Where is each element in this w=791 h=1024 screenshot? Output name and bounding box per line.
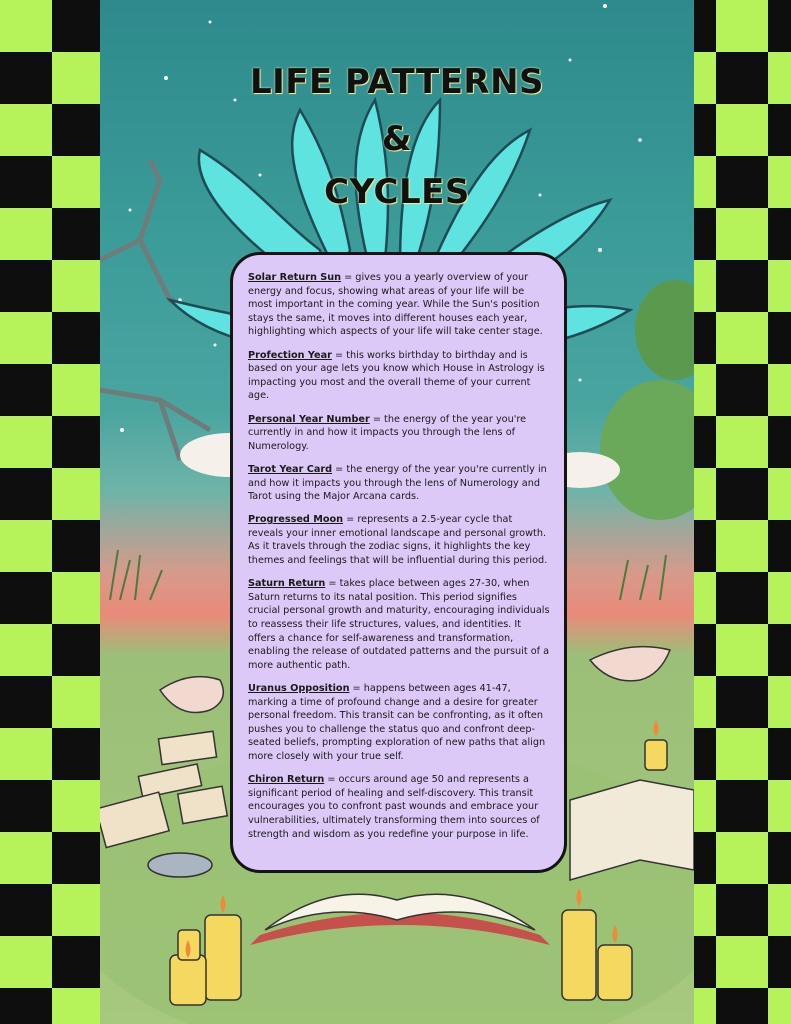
term-description: = occurs around age 50 and represents a significant period of healing and self-discovery. This transit encourages you to confront past wounds and embrace your vulnerabilities, ultimately transforming them into sources of strength and wisdom as you redefine your purpose in life.: [248, 774, 540, 840]
checker-border-right: [694, 0, 791, 1024]
page-title-ampersand: &: [381, 119, 413, 159]
checker-border-left: [0, 0, 100, 1024]
term-description: = takes place between ages 27-30, when Saturn returns to its natal position. This period signifies crucial personal growth and maturity, encouraging individuals to reassess their life structures, values, and identities. It offers a chance for self-awareness and transformation, enabling the release of outdated patterns and the pursuit of a more authentic path.: [248, 578, 550, 671]
term-label: Chiron Return: [248, 774, 325, 786]
hand-right: [590, 647, 670, 681]
term-description: = the energy of the year you're currently in and how it impacts you through the lens of Numerology.: [248, 413, 527, 452]
content-card: [230, 252, 567, 873]
term-label: Tarot Year Card: [248, 463, 333, 475]
term-description: = represents a 2.5-year cycle that reveals your inner emotional landscape and personal growth. As it travels through the zodiac signs, it highlights the key themes and feelings that will be influential during this period.: [248, 514, 548, 567]
hand-left: [160, 677, 223, 713]
entry-chiron-return: [248, 773, 550, 841]
term-label: Progressed Moon: [248, 514, 344, 526]
entry-progressed-moon: [248, 513, 550, 567]
page-title-line1: LIFE PATTERNS: [249, 62, 545, 102]
page-title-line2: CYCLES: [324, 172, 470, 212]
entry-solar-return-sun: [248, 271, 550, 339]
bush-right: [600, 380, 694, 520]
entry-saturn-return: [248, 577, 550, 672]
entry-uranus-opposition: [248, 682, 550, 764]
incense-bowl: [148, 853, 212, 877]
term-label: Saturn Return: [248, 578, 326, 590]
term-label: Personal Year Number: [248, 413, 370, 425]
term-description: = happens between ages 41-47, marking a time of profound change and a desire for greater personal freedom. This transit can be confronting, as it often pushes you to challenge the status quo and confront deep-seated beliefs, prompting exploration of new paths that align more closely with your true self.: [248, 683, 546, 762]
term-label: Solar Return Sun: [248, 272, 342, 283]
entry-personal-year-number: [248, 413, 550, 454]
term-description: = this works birthday to birthday and is based on your age lets you know which House in Astrology is impacting you most and the overall theme of your current age.: [248, 349, 545, 402]
term-description: = the energy of the year you're currently in and how it impacts you through the lens of Numerology and Tarot using the Major Arcana cards.: [248, 463, 547, 503]
term-description: = gives you a yearly overview of your energy and focus, showing what areas of your life will be most important in the coming year. While the Sun's position stays the same, it moves into different houses each year, highlighting which aspects of your life will take center stage.: [248, 272, 543, 338]
term-label: Profection Year: [248, 349, 332, 361]
entry-tarot-year-card: [248, 463, 550, 504]
term-label: Uranus Opposition: [248, 683, 350, 694]
entry-profection-year: [248, 349, 550, 403]
